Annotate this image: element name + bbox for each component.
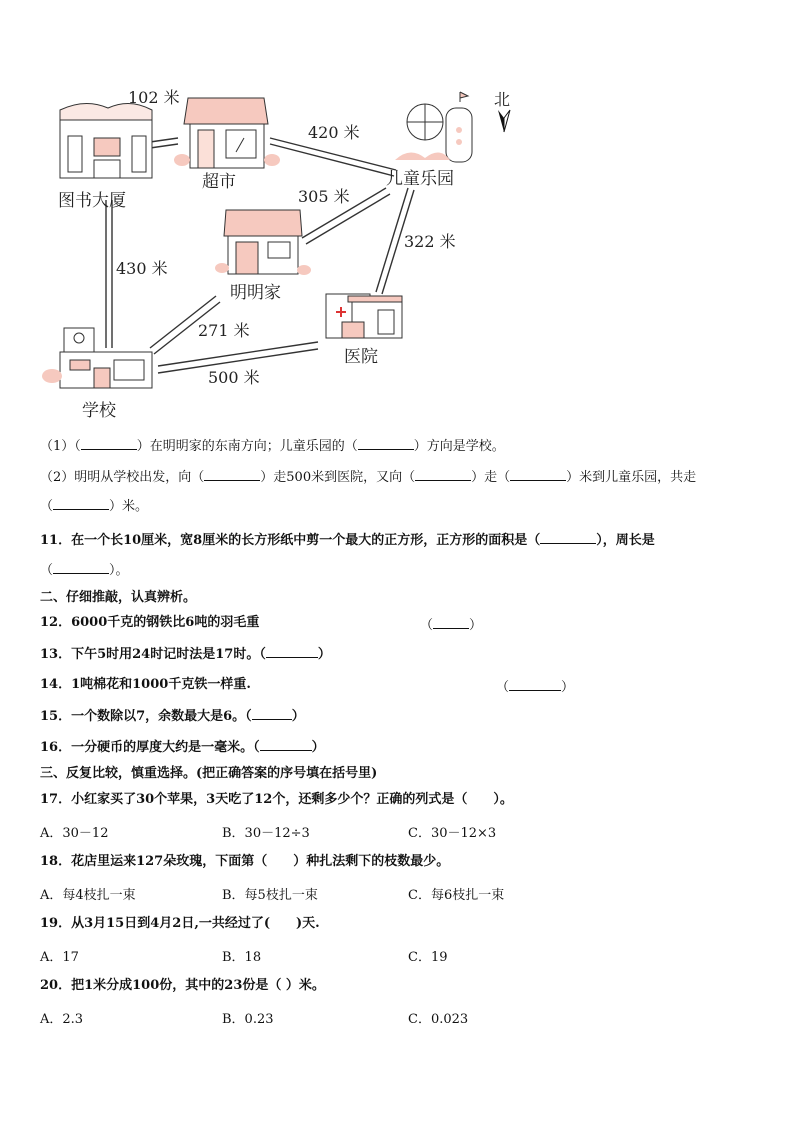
answer-blank[interactable]: [260, 738, 312, 751]
question-19: 19．从3月15日到4月2日,一共经过了( )天.: [40, 916, 320, 931]
label-school: 学校: [82, 401, 116, 421]
answer-blank[interactable]: [53, 497, 109, 510]
label-north: 北: [494, 90, 511, 109]
supermarket-icon: [174, 98, 280, 168]
question-18: 18．花店里运来127朵玫瑰，下面第（ ）种扎法剩下的枝数最少。: [40, 854, 450, 869]
option-17-b[interactable]: B．30－12÷3: [222, 826, 310, 841]
option-20-c[interactable]: C．0.023: [408, 1012, 469, 1027]
question-20: 20．把1米分成100份，其中的23份是（ ）米。: [40, 978, 325, 993]
label-supermarket: 超市: [202, 172, 236, 192]
school-icon: [42, 328, 152, 388]
answer-blank[interactable]: [204, 468, 260, 481]
question-16: 16．一分硬币的厚度大约是一毫米。（ ）: [40, 740, 325, 755]
question-11: 11．在一个长10厘米，宽8厘米的长方形纸中剪一个最大的正方形，正方形的面积是（ ），周长是: [40, 533, 655, 548]
answer-blank[interactable]: [540, 531, 596, 544]
question-10-2: （2）明明从学校出发，向（ ）走500米到医院，又向（ ）走（ ）米到儿童乐园，共走: [40, 470, 697, 485]
answer-blank[interactable]: [266, 645, 318, 658]
option-18-a[interactable]: A．每4枝扎一束: [40, 888, 136, 903]
dist-library-supermarket: 102 米: [128, 88, 180, 107]
answer-blank[interactable]: [510, 468, 566, 481]
question-12: 12．6000千克的钢铁比6吨的羽毛重: [40, 615, 260, 630]
option-18-b[interactable]: B．每5枝扎一束: [222, 888, 318, 903]
option-20-b[interactable]: B．0.23: [222, 1012, 274, 1027]
answer-blank[interactable]: [433, 616, 469, 629]
answer-blank[interactable]: [53, 561, 109, 574]
question-13: 13．下午5时用24时记时法是17时。（ ）: [40, 647, 331, 662]
answer-blank[interactable]: [358, 437, 414, 450]
dist-supermarket-park: 420 米: [308, 123, 360, 142]
question-12-bracket: （ ）: [420, 618, 483, 633]
home-icon: [215, 210, 311, 275]
section-3-title: 三、反复比较，慎重选择。(把正确答案的序号填在括号里): [40, 766, 378, 781]
library-icon: [60, 103, 152, 178]
question-10-2-cont: （ ）米。: [40, 499, 149, 514]
option-20-a[interactable]: A．2.3: [40, 1012, 84, 1027]
option-17-c[interactable]: C．30－12×3: [408, 826, 497, 841]
option-19-b[interactable]: B．18: [222, 950, 262, 965]
option-17-a[interactable]: A．30－12: [40, 826, 109, 841]
answer-blank[interactable]: [81, 437, 137, 450]
label-park: 儿童乐园: [386, 169, 454, 189]
question-15: 15．一个数除以7，余数最大是6。（ ）: [40, 709, 305, 724]
dist-school-home: 271 米: [198, 321, 250, 340]
question-17: 17．小红家买了30个苹果，3天吃了12个，还剩多少个？正确的列式是（ ）。: [40, 792, 513, 807]
north-arrow-icon: [498, 110, 510, 132]
section-2-title: 二、仔细推敲，认真辨析。: [40, 590, 197, 605]
question-14: 14．1吨棉花和1000千克铁一样重.: [40, 677, 251, 692]
question-14-bracket: （ ）: [496, 680, 575, 695]
answer-blank[interactable]: [415, 468, 471, 481]
map-figure: [30, 80, 570, 425]
label-hospital: 医院: [344, 347, 378, 367]
park-icon: [395, 92, 472, 162]
answer-blank[interactable]: [509, 678, 561, 691]
question-10-1: （1）（ ）在明明家的东南方向；儿童乐园的（ ）方向是学校。: [40, 439, 505, 454]
dist-library-school: 430 米: [116, 259, 168, 278]
dist-school-hospital: 500 米: [208, 368, 260, 387]
dist-park-hospital: 322 米: [404, 232, 456, 251]
question-11-cont: （ ）。: [40, 563, 129, 578]
label-library: 图书大厦: [58, 191, 126, 211]
answer-blank[interactable]: [252, 707, 292, 720]
label-home: 明明家: [230, 283, 281, 303]
option-19-c[interactable]: C．19: [408, 950, 448, 965]
hospital-icon: [326, 294, 402, 338]
option-19-a[interactable]: A．17: [40, 950, 79, 965]
option-18-c[interactable]: C．每6枝扎一束: [408, 888, 505, 903]
dist-home-park: 305 米: [298, 187, 350, 206]
